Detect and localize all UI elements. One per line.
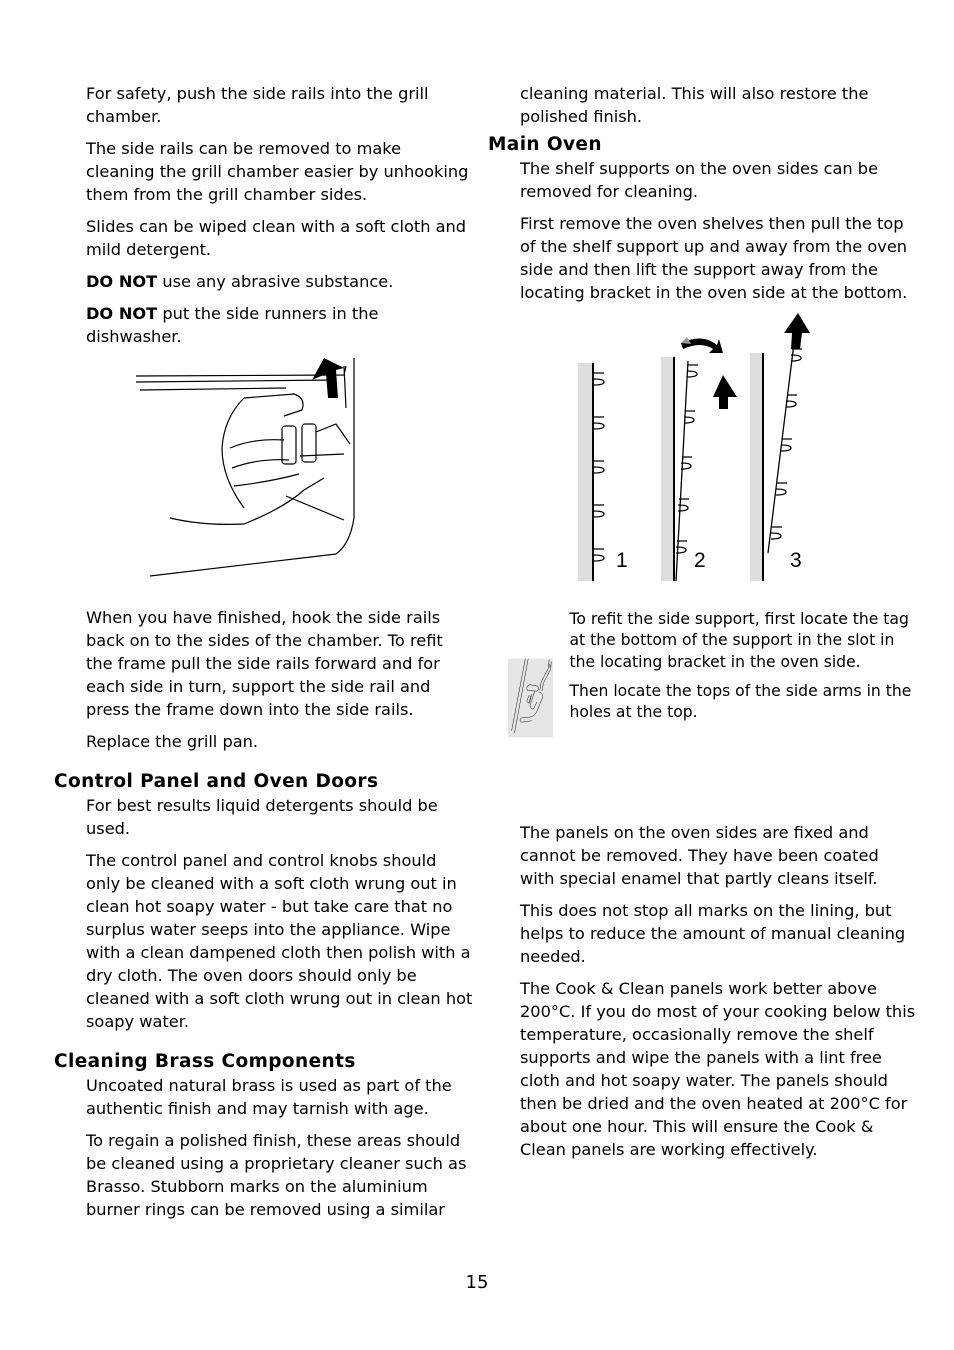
paragraph: The panels on the oven sides are fixed and cannot be removed. They have been coated with special enamel that partly cleans itself.	[520, 823, 879, 888]
paragraph: The Cook & Clean panels work better above 200°C. If you do most of your cooking below this temperature, occasionally remove the shelf supports and wipe the panels with a lint free cloth and hot soapy water. The panels should then be dried and the oven heated at 200°C for about one hour. This will ensure the Cook & Clean panels are working effectively.	[520, 979, 916, 1159]
page-number: 15	[465, 1272, 489, 1293]
paragraph: To refit the side support, first locate the tag at the bottom of the support in the slot in the locating bracket in the oven side.	[569, 610, 909, 671]
right-column	[488, 82, 918, 1170]
section-heading-control-panel: Control Panel and Oven Doors	[54, 771, 379, 792]
warning-text: use any abrasive substance.	[157, 272, 394, 291]
left-column	[54, 82, 474, 1230]
paragraph: This does not stop all marks on the lining, but helps to reduce the amount of manual cleaning needed.	[520, 901, 906, 966]
section-heading-main-oven: Main Oven	[488, 134, 602, 155]
do-not-label: DO NOT	[86, 272, 158, 291]
step-label: 1	[616, 549, 628, 572]
paragraph: The shelf supports on the oven sides can be removed for cleaning.	[520, 159, 879, 201]
refit-bracket-drawing	[508, 589, 553, 807]
paragraph: For safety, push the side rails into the grill chamber.	[86, 84, 429, 126]
warning-abrasive	[86, 270, 474, 293]
paragraph: The side rails can be removed to make cleaning the grill chamber easier by unhooking them from the grill chamber sides.	[86, 139, 469, 204]
refit-text	[569, 589, 918, 807]
paragraph: Uncoated natural brass is used as part of the authentic finish and may tarnish with age.	[86, 1076, 452, 1118]
paragraph: Then locate the tops of the side arms in the holes at the top.	[569, 681, 912, 722]
support-steps-drawing	[488, 313, 918, 589]
refit-section	[508, 589, 918, 807]
step-label: 2	[694, 549, 706, 572]
paragraph: When you have finished, hook the side rails back on to the sides of the chamber. To refit the frame pull the side rails forward and for each side in turn, support the side rail and press the frame down into the side rails.	[86, 608, 443, 719]
step-label: 3	[790, 549, 802, 572]
section-heading-brass: Cleaning Brass Components	[54, 1051, 356, 1072]
paragraph: Slides can be wiped clean with a soft cloth and mild detergent.	[86, 217, 467, 259]
paragraph: To regain a polished finish, these areas should be cleaned using a proprietary cleaner such as Brasso. Stubborn marks on the aluminium burner rings can be removed using a similar	[86, 1131, 467, 1219]
paragraph: Replace the grill pan.	[86, 732, 259, 751]
do-not-label: DO NOT	[86, 304, 158, 323]
paragraph: For best results liquid detergents should be used.	[86, 796, 438, 838]
warning-dishwasher	[86, 302, 474, 348]
grill-rail-illustration	[54, 358, 474, 596]
paragraph: cleaning material. This will also restore the polished finish.	[520, 84, 869, 126]
paragraph: First remove the oven shelves then pull the top of the shelf support up and away from the oven side and then lift the support away from the locating bracket in the oven side at the bottom.	[520, 214, 908, 302]
hand-rail-drawing	[54, 358, 474, 596]
warning-text: put the side runners in the dishwasher.	[86, 304, 379, 346]
paragraph: The control panel and control knobs should only be cleaned with a soft cloth wrung out in clean hot soapy water - but take care that no surplus water seeps into the appliance. Wipe with a clean dampened cloth then polish with a dry cloth. The oven doors should only be cleaned with a soft cloth wrung out in clean hot soapy water.	[86, 851, 473, 1031]
shelf-support-removal-figure	[488, 313, 918, 589]
